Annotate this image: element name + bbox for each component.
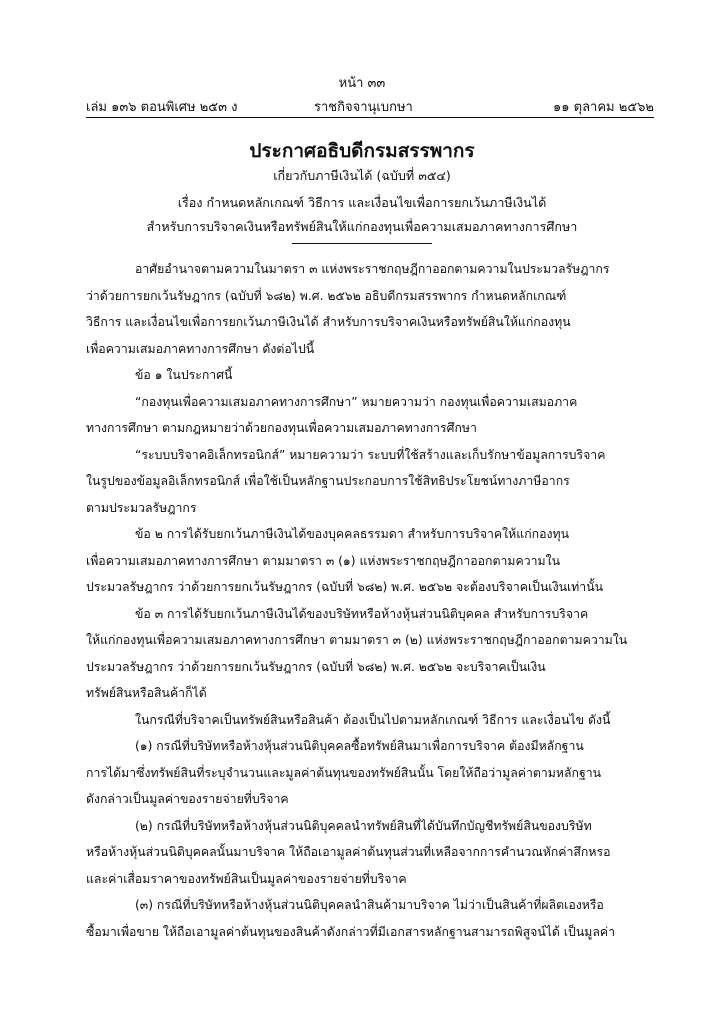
page-number: หน้า ๓๓ [338, 76, 386, 91]
body-line: ประมวลรัษฎากร ว่าด้วยการยกเว้นรัษฎากร (ฉบับที่ ๖๘๒) พ.ศ. ๒๕๖๒ จะต้องบริจาคเป็นเงินเท่านั้น [86, 580, 604, 594]
body-line: ในรูปของข้อมูลอิเล็กทรอนิกส์ เพื่อใช้เป็นหลักฐานประกอบการใช้สิทธิประโยชน์ทางภาษีอากร [86, 474, 570, 488]
body-line: ดังกล่าวเป็นมูลค่าของรายจ่ายที่บริจาค [86, 792, 289, 806]
subtitle-tax-type: เกี่ยวกับภาษีเงินได้ (ฉบับที่ ๓๕๔) [273, 168, 451, 183]
title-divider [292, 243, 432, 244]
subtitle-subject: เรื่อง กำหนดหลักเกณฑ์ วิธีการ และเงื่อนไขเพื่อการยกเว้นภาษีเงินได้ [177, 195, 547, 210]
publication-date: ๑๑ ตุลาคม ๒๕๖๒ [553, 100, 654, 115]
body-line: ประมวลรัษฎากร ว่าด้วยการยกเว้นรัษฎากร (ฉบับที่ ๖๘๒) พ.ศ. ๒๕๖๒ จะบริจาคเป็นเงิน [86, 659, 546, 674]
body-line: วิธีการ และเงื่อนไขเพื่อการยกเว้นภาษีเงินได้ สำหรับการบริจาคเงินหรือทรัพย์สินให้แก่กองทุน [86, 315, 571, 329]
clause-2: ข้อ ๒ การได้รับยกเว้นภาษีเงินได้ของบุคคลธรรมดา สำหรับการบริจาคให้แก่กองทุน [135, 527, 569, 541]
body-line: ว่าด้วยการยกเว้นรัษฎากร (ฉบับที่ ๖๘๒) พ.ศ. ๒๕๖๒ อธิบดีกรมสรรพากร กำหนดหลักเกณฑ์ [86, 288, 567, 303]
body-line: ให้แก่กองทุนเพื่อความเสมอภาคทางการศึกษา ตามมาตรา ๓ (๒) แห่งพระราชกฤษฎีกาออกตามความใน [86, 633, 628, 647]
body-line: ตามประมวลรัษฎากร [86, 500, 197, 515]
body-line: ซื้อมาเพื่อขาย ให้ถือเอามูลค่าต้นทุนของสินค้าดังกล่าวที่มีเอกสารหลักฐานสามารถพิสูจน์ได้ เป็นมูลค่า [86, 924, 615, 939]
body-line: เพื่อความเสมอภาคทางการศึกษา ตามมาตรา ๓ (๑) แห่งพระราชกฤษฎีกาออกตามความใน [86, 553, 561, 568]
subtitle-subject-cont: สำหรับการบริจาคเงินหรือทรัพย์สินให้แก่กองทุนเพื่อความเสมอภาคทางการศึกษา [146, 219, 578, 234]
clause-3: ข้อ ๓ การได้รับยกเว้นภาษีเงินได้ของบริษัทหรือห้างหุ้นส่วนนิติบุคคล สำหรับการบริจาค [135, 606, 589, 621]
announcement-body [86, 256, 654, 945]
gazette-name: ราชกิจจานุเบกษา [314, 100, 413, 115]
announcement-title: ประกาศอธิบดีกรมสรรพากร [249, 140, 475, 162]
body-line: การได้มาซึ่งทรัพย์สินที่ระบุจำนวนและมูลค่าต้นทุนของทรัพย์สินนั้น โดยให้ถือว่ามูลค่าตามหลักฐาน [86, 765, 602, 780]
clause-1-heading: ข้อ ๑ ในประกาศนี้ [135, 368, 233, 382]
body-line: “ระบบบริจาคอิเล็กทรอนิกส์” หมายความว่า ระบบที่ใช้สร้างและเก็บรักษาข้อมูลการบริจาค [135, 447, 606, 462]
body-line: ทรัพย์สินหรือสินค้าก็ได้ [86, 686, 207, 700]
header-divider [86, 117, 654, 118]
body-line: ทางการศึกษา ตามกฎหมายว่าด้วยกองทุนเพื่อความเสมอภาคทางการศึกษา [86, 421, 477, 435]
volume-issue: เล่ม ๑๓๖ ตอนพิเศษ ๒๕๓ ง [86, 100, 238, 115]
sub-item-3: (๓) กรณีที่บริษัทหรือห้างหุ้นส่วนนิติบุคคลนำสินค้ามาบริจาค ไม่ว่าเป็นสินค้าที่ผลิตเองหรือ [135, 898, 604, 912]
body-line: เพื่อความเสมอภาคทางการศึกษา ดังต่อไปนี้ [86, 341, 315, 356]
sub-item-1: (๑) กรณีที่บริษัทหรือห้างหุ้นส่วนนิติบุคคลซื้อทรัพย์สินมาเพื่อการบริจาค ต้องมีหลักฐาน [135, 739, 584, 753]
body-line: “กองทุนเพื่อความเสมอภาคทางการศึกษา” หมายความว่า กองทุนเพื่อความเสมอภาค [135, 394, 578, 409]
sub-item-2: (๒) กรณีที่บริษัทหรือห้างหุ้นส่วนนิติบุคคลนำทรัพย์สินที่ได้บันทึกบัญชีทรัพย์สินของบริษัท [135, 818, 592, 833]
body-line: อาศัยอำนาจตามความในมาตรา ๓ แห่งพระราชกฤษฎีกาออกตามความในประมวลรัษฎากร [135, 262, 610, 276]
body-line: และค่าเสื่อมราคาของทรัพย์สินเป็นมูลค่าของรายจ่ายที่บริจาค [86, 871, 407, 886]
body-line: ในกรณีที่บริจาคเป็นทรัพย์สินหรือสินค้า ต้องเป็นไปตามหลักเกณฑ์ วิธีการ และเงื่อนไข ดังนี้ [135, 712, 611, 727]
body-line: หรือห้างหุ้นส่วนนิติบุคคลนั้นมาบริจาค ให้ถือเอามูลค่าต้นทุนส่วนที่เหลือจากการคำนวณหักค่าสึกหรอ [86, 845, 611, 859]
